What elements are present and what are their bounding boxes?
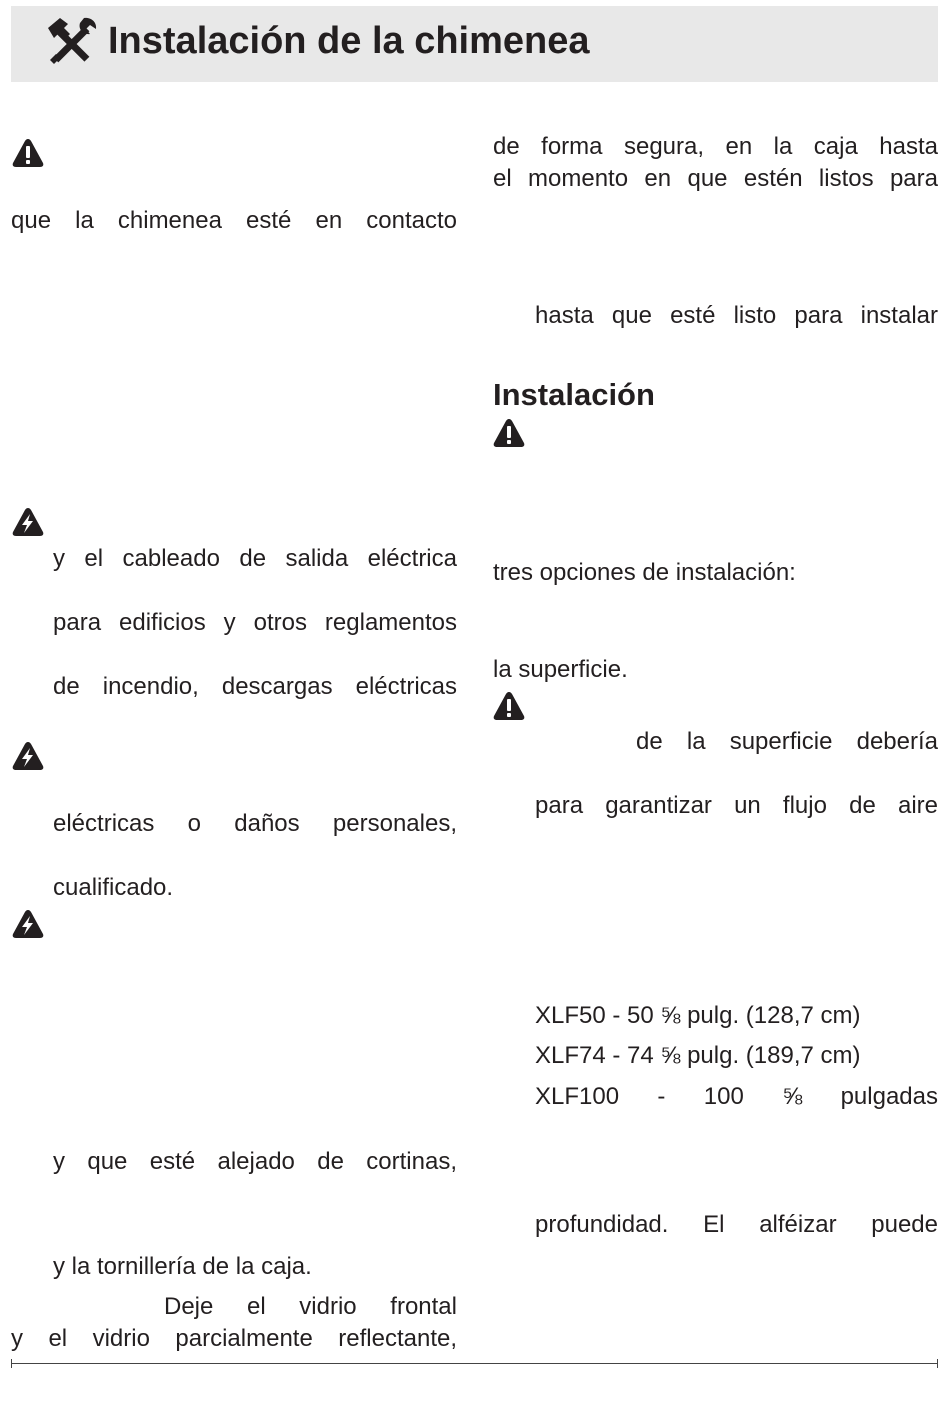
tools-icon <box>44 16 100 66</box>
model-dimension-line: XLF100 - 100 ⅝ pulgadas <box>535 1083 938 1110</box>
body-text-line: y la tornillería de la caja. <box>53 1253 312 1280</box>
electrical-hazard-icon <box>11 506 45 538</box>
page-title: Instalación de la chimenea <box>108 20 590 62</box>
model-dimension-line: XLF50 - 50 ⅝ pulg. (128,7 cm) <box>535 1002 861 1029</box>
body-text-line: que la chimenea esté en contacto <box>11 207 457 234</box>
body-text-line: de forma segura, en la caja hasta <box>493 133 938 160</box>
body-text-line: para edificios y otros reglamentos <box>53 609 457 636</box>
body-text-line: tres opciones de instalación: <box>493 559 796 586</box>
divider-tick <box>11 1359 12 1368</box>
body-text-line: y el vidrio parcialmente reflectante, <box>11 1325 457 1352</box>
body-text-line: la superficie. <box>493 656 628 683</box>
body-text-line: el momento en que estén listos para <box>493 165 938 192</box>
section-subheading: Instalación <box>493 377 655 412</box>
body-text-line: cualificado. <box>53 874 174 901</box>
body-text-line: de incendio, descargas eléctricas <box>53 673 457 700</box>
bottom-divider <box>11 1363 938 1364</box>
body-text-line: eléctricas o daños personales, <box>53 810 457 837</box>
electrical-hazard-icon <box>11 908 45 940</box>
model-dimension-line: XLF74 - 74 ⅝ pulg. (189,7 cm) <box>535 1042 861 1069</box>
body-text-line: y que esté alejado de cortinas, <box>53 1148 457 1175</box>
warning-icon <box>492 690 526 722</box>
body-text-line: y el cableado de salida eléctrica <box>53 545 457 572</box>
body-text-line: hasta que esté listo para instalar <box>535 302 938 329</box>
electrical-hazard-icon <box>11 740 45 772</box>
body-text-line: Deje el vidrio frontal <box>164 1293 457 1320</box>
body-text-line: profundidad. El alféizar puede <box>535 1211 938 1238</box>
divider-tick <box>937 1359 938 1368</box>
warning-icon <box>11 137 45 169</box>
warning-icon <box>492 417 526 449</box>
body-text-line: para garantizar un flujo de aire <box>535 792 938 819</box>
body-text-line: de la superficie debería <box>636 728 938 755</box>
